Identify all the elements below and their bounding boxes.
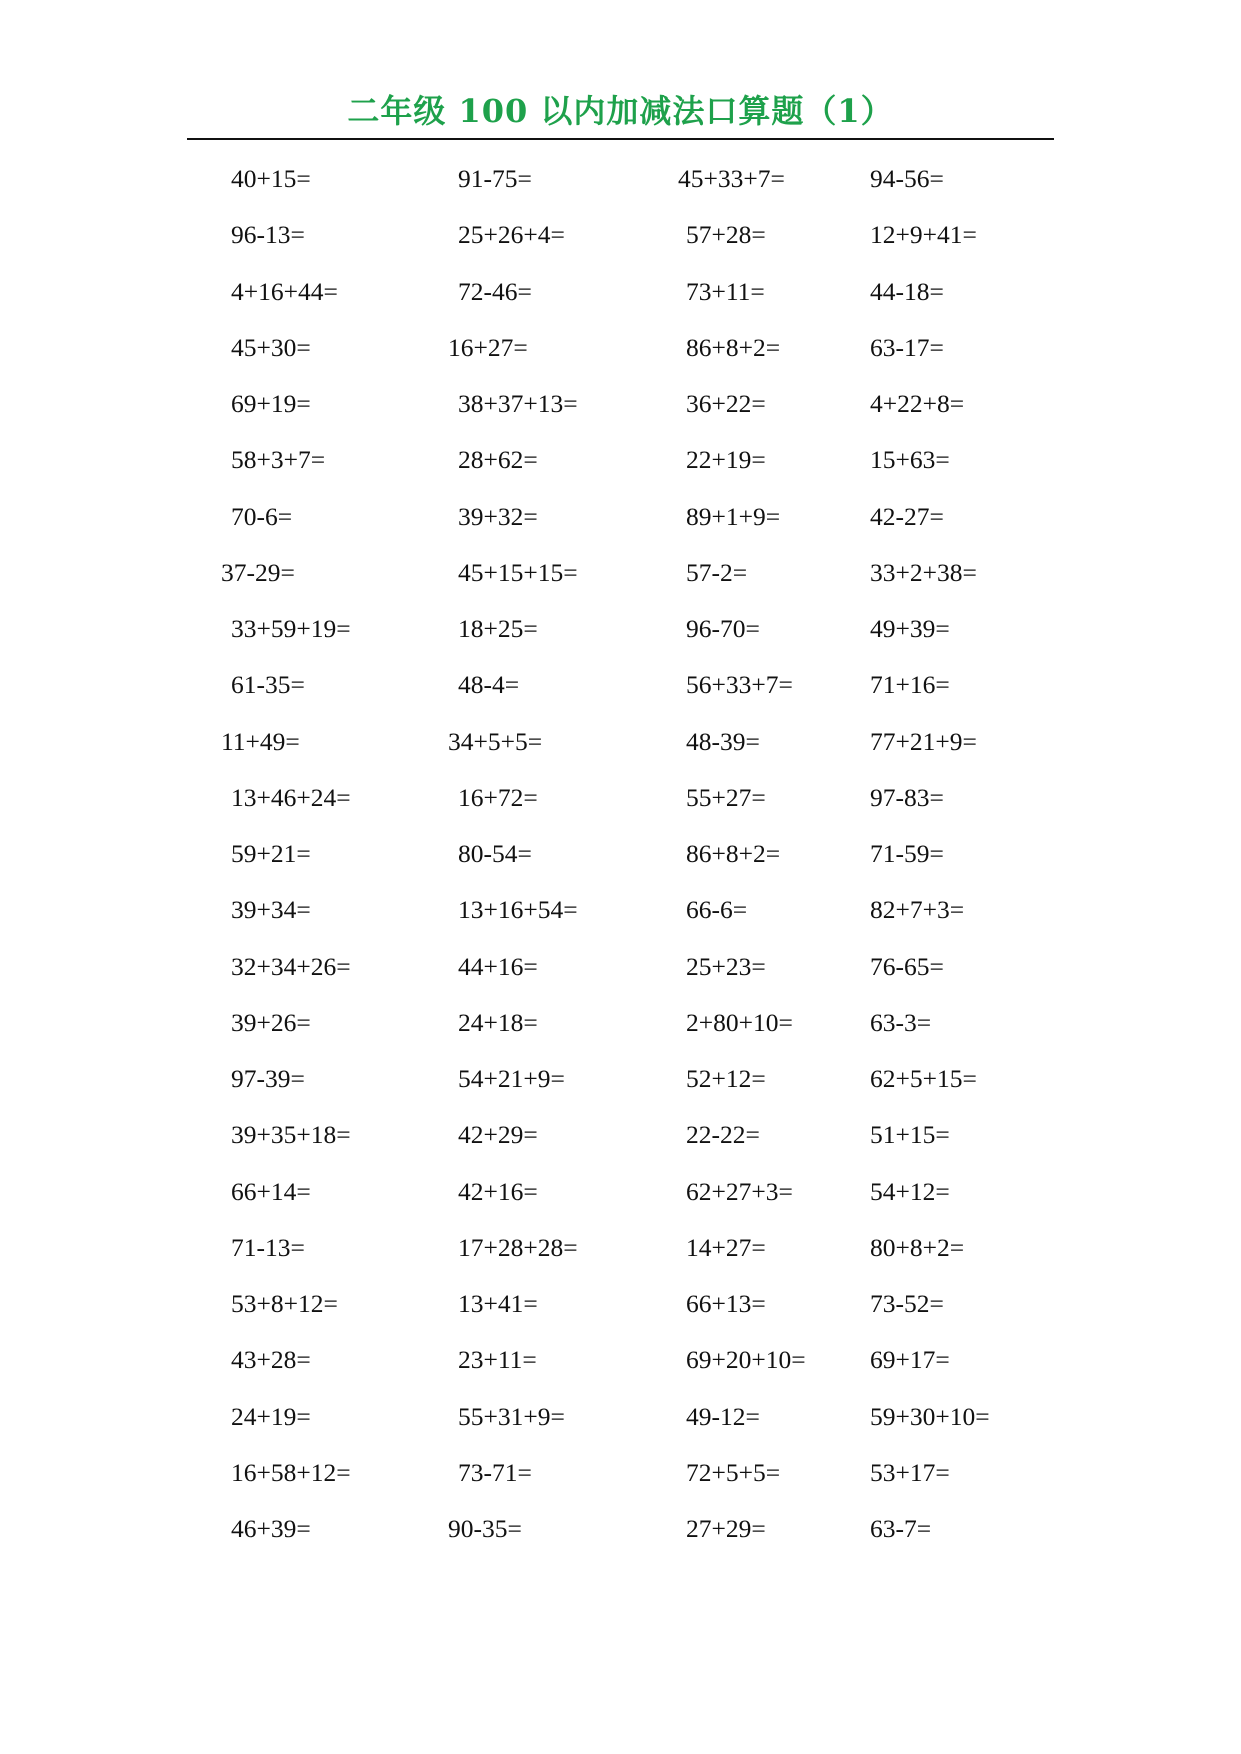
problem-r10-c4: 71+16= (870, 670, 950, 699)
problem-r8-c2: 45+15+15= (458, 558, 578, 587)
problem-r20-c2: 17+28+28= (458, 1233, 578, 1262)
problem-r12-c3: 55+27= (686, 783, 766, 812)
problem-r4-c3: 86+8+2= (686, 333, 781, 362)
problem-r23-c3: 49-12= (686, 1402, 760, 1431)
problem-r9-c4: 49+39= (870, 614, 950, 643)
problem-r1-c2: 91-75= (458, 164, 532, 193)
problem-r11-c4: 77+21+9= (870, 727, 977, 756)
problem-r18-c4: 51+15= (870, 1120, 950, 1149)
problem-r22-c2: 23+11= (458, 1345, 537, 1374)
problem-r14-c4: 82+7+3= (870, 895, 965, 924)
problem-r1-c1: 40+15= (231, 164, 311, 193)
problem-r21-c3: 66+13= (686, 1289, 766, 1318)
problem-r2-c3: 57+28= (686, 220, 766, 249)
problem-r20-c1: 71-13= (231, 1233, 305, 1262)
problem-r4-c2: 16+27= (448, 333, 528, 362)
problem-r25-c1: 46+39= (231, 1514, 311, 1543)
problem-r22-c4: 69+17= (870, 1345, 950, 1374)
problem-r5-c1: 69+19= (231, 389, 311, 418)
problem-r13-c3: 86+8+2= (686, 839, 781, 868)
title-divider (187, 138, 1054, 140)
problem-r14-c2: 13+16+54= (458, 895, 578, 924)
problem-r5-c4: 4+22+8= (870, 389, 965, 418)
problem-r23-c4: 59+30+10= (870, 1402, 990, 1431)
problem-r9-c1: 33+59+19= (231, 614, 351, 643)
problem-r10-c3: 56+33+7= (686, 670, 793, 699)
problem-r17-c3: 52+12= (686, 1064, 766, 1093)
problem-r8-c4: 33+2+38= (870, 558, 977, 587)
problem-r18-c1: 39+35+18= (231, 1120, 351, 1149)
problem-r12-c1: 13+46+24= (231, 783, 351, 812)
problem-r7-c3: 89+1+9= (686, 502, 781, 531)
problem-r6-c4: 15+63= (870, 445, 950, 474)
problem-r7-c4: 42-27= (870, 502, 944, 531)
problem-r9-c3: 96-70= (686, 614, 760, 643)
problem-r13-c4: 71-59= (870, 839, 944, 868)
problem-r6-c2: 28+62= (458, 445, 538, 474)
problem-r2-c1: 96-13= (231, 220, 305, 249)
problem-r10-c1: 61-35= (231, 670, 305, 699)
problem-r23-c1: 24+19= (231, 1402, 311, 1431)
problem-r14-c3: 66-6= (686, 895, 748, 924)
problem-r11-c1: 11+49= (221, 727, 300, 756)
problem-r19-c2: 42+16= (458, 1177, 538, 1206)
problem-r1-c3: 45+33+7= (678, 164, 785, 193)
problem-r13-c1: 59+21= (231, 839, 311, 868)
problem-r4-c1: 45+30= (231, 333, 311, 362)
problem-r24-c2: 73-71= (458, 1458, 532, 1487)
problem-r2-c4: 12+9+41= (870, 220, 977, 249)
problem-r17-c1: 97-39= (231, 1064, 305, 1093)
problem-r14-c1: 39+34= (231, 895, 311, 924)
problem-r19-c3: 62+27+3= (686, 1177, 793, 1206)
problem-r18-c3: 22-22= (686, 1120, 760, 1149)
problem-r15-c2: 44+16= (458, 952, 538, 981)
problem-r19-c1: 66+14= (231, 1177, 311, 1206)
problem-r19-c4: 54+12= (870, 1177, 950, 1206)
problem-r8-c1: 37-29= (221, 558, 295, 587)
problem-r23-c2: 55+31+9= (458, 1402, 565, 1431)
problem-r5-c3: 36+22= (686, 389, 766, 418)
problem-r21-c2: 13+41= (458, 1289, 538, 1318)
problem-r17-c2: 54+21+9= (458, 1064, 565, 1093)
problem-r11-c2: 34+5+5= (448, 727, 543, 756)
problem-r20-c3: 14+27= (686, 1233, 766, 1262)
problem-r15-c1: 32+34+26= (231, 952, 351, 981)
problem-r16-c3: 2+80+10= (686, 1008, 793, 1037)
problem-r1-c4: 94-56= (870, 164, 944, 193)
problem-r8-c3: 57-2= (686, 558, 748, 587)
problem-r20-c4: 80+8+2= (870, 1233, 965, 1262)
problem-r16-c4: 63-3= (870, 1008, 932, 1037)
problem-r11-c3: 48-39= (686, 727, 760, 756)
problem-r4-c4: 63-17= (870, 333, 944, 362)
problem-r22-c1: 43+28= (231, 1345, 311, 1374)
problem-r25-c3: 27+29= (686, 1514, 766, 1543)
problem-r7-c1: 70-6= (231, 502, 293, 531)
problem-r21-c1: 53+8+12= (231, 1289, 338, 1318)
problem-r10-c2: 48-4= (458, 670, 520, 699)
problem-r12-c2: 16+72= (458, 783, 538, 812)
problem-r3-c3: 73+11= (686, 277, 765, 306)
problem-r18-c2: 42+29= (458, 1120, 538, 1149)
problem-r17-c4: 62+5+15= (870, 1064, 977, 1093)
problem-r24-c1: 16+58+12= (231, 1458, 351, 1487)
problem-r7-c2: 39+32= (458, 502, 538, 531)
problem-r12-c4: 97-83= (870, 783, 944, 812)
problem-r6-c1: 58+3+7= (231, 445, 326, 474)
problem-r3-c1: 4+16+44= (231, 277, 338, 306)
problem-r25-c2: 90-35= (448, 1514, 522, 1543)
problem-r15-c4: 76-65= (870, 952, 944, 981)
problem-r15-c3: 25+23= (686, 952, 766, 981)
problem-r21-c4: 73-52= (870, 1289, 944, 1318)
problem-r25-c4: 63-7= (870, 1514, 932, 1543)
problem-r24-c3: 72+5+5= (686, 1458, 781, 1487)
problem-r22-c3: 69+20+10= (686, 1345, 806, 1374)
problem-r3-c4: 44-18= (870, 277, 944, 306)
problem-r16-c2: 24+18= (458, 1008, 538, 1037)
problem-r2-c2: 25+26+4= (458, 220, 565, 249)
page-title: 二年级 100 以内加减法口算题（1） (347, 92, 894, 130)
problem-r24-c4: 53+17= (870, 1458, 950, 1487)
problem-r5-c2: 38+37+13= (458, 389, 578, 418)
problem-r6-c3: 22+19= (686, 445, 766, 474)
problem-r3-c2: 72-46= (458, 277, 532, 306)
problem-r13-c2: 80-54= (458, 839, 532, 868)
problem-r9-c2: 18+25= (458, 614, 538, 643)
problem-r16-c1: 39+26= (231, 1008, 311, 1037)
